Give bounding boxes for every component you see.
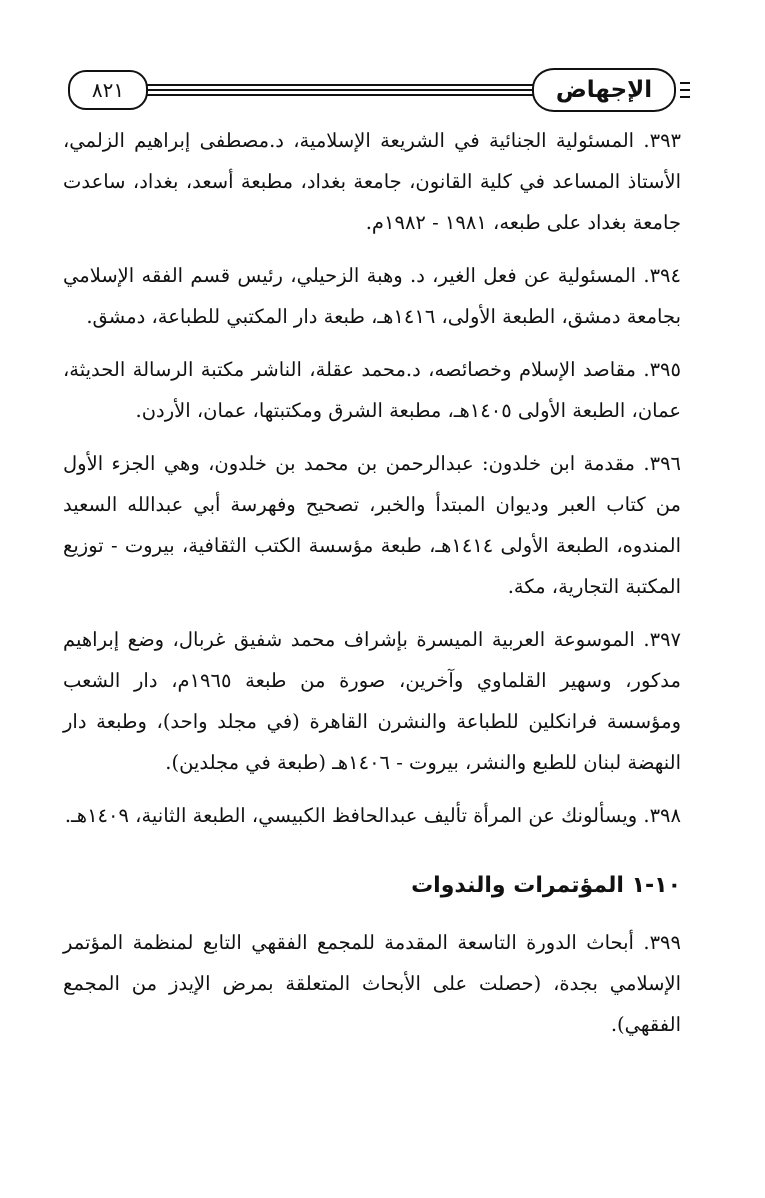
entry-number: ٣٩٣. bbox=[643, 129, 682, 152]
entry-text: الموسوعة العربية الميسرة بإشراف محمد شفيق غربال، وضع إبراهيم مدكور، وسهير القلماوي وآخرين، صورة من طبعة ١٩٦٥م، دار الشعب ومؤسسة فرانكلين للطباعة والنشرن القاهرة (في مجلد واحد)، وطبعة دار النهضة لبنان للطبع والنشر، بيروت - ١٤٠٦هـ (طبعة في مجلدين). bbox=[63, 628, 681, 774]
page-number: ٨٢١ bbox=[68, 70, 148, 110]
entry-number: ٣٩٥. bbox=[643, 358, 681, 381]
bibliography-entry bbox=[63, 120, 681, 243]
entry-text: أبحاث الدورة التاسعة المقدمة للمجمع الفقهي التابع لمنظمة المؤتمر الإسلامي بجدة، (حصلت على الأبحاث المتعلقة بمرض الإيدز من المجمع الفقهي). bbox=[63, 931, 681, 1036]
running-title: الإجهاض bbox=[532, 68, 676, 112]
bibliography-entry bbox=[63, 443, 681, 607]
bibliography-entry bbox=[63, 619, 681, 783]
entry-number: ٣٩٧. bbox=[643, 628, 682, 651]
entry-number: ٣٩٩. bbox=[643, 931, 681, 954]
entry-text: ويسألونك عن المرأة تأليف عبدالحافظ الكبيسي، الطبعة الثانية، ١٤٠٩هـ. bbox=[64, 804, 638, 827]
section-heading: ١٠-١ المؤتمرات والندوات bbox=[411, 873, 681, 898]
entry-text: المسئولية الجنائية في الشريعة الإسلامية، د.مصطفى إبراهيم الزلمي، الأستاذ المساعد في كلية القانون، جامعة بغداد، مطبعة أسعد، بغداد، ساعدت جامعة بغداد على طبعه، ١٩٨١ - ١٩٨٢م. bbox=[63, 129, 681, 234]
entry-text: المسئولية عن فعل الغير، د. وهبة الزحيلي، رئيس قسم الفقه الإسلامي بجامعة دمشق، الطبعة الأولى، ١٤١٦هـ، طبعة دار المكتبي للطباعة، دمشق. bbox=[63, 264, 681, 328]
header-rule bbox=[142, 89, 540, 91]
page-header bbox=[62, 62, 690, 116]
header-tick bbox=[680, 82, 690, 84]
header-tick bbox=[680, 96, 690, 98]
entry-text: مقدمة ابن خلدون: عبدالرحمن بن محمد بن خلدون، وهي الجزء الأول من كتاب العبر وديوان المبتدأ والخبر، تصحيح وفهرسة أبي عبدالله السعيد المندوه، الطبعة الأولى ١٤١٤هـ، طبعة مؤسسة الكتب الثقافية، بيروت - توزيع المكتبة التجارية، مكة. bbox=[63, 452, 681, 598]
bibliography-entry bbox=[63, 922, 681, 1045]
entry-number: ٣٩٤. bbox=[643, 264, 681, 287]
bibliography-list bbox=[63, 120, 681, 1057]
bibliography-entry bbox=[63, 349, 681, 431]
bibliography-entry bbox=[63, 255, 681, 337]
entry-number: ٣٩٦. bbox=[643, 452, 682, 475]
bibliography-entry bbox=[63, 795, 681, 836]
entry-number: ٣٩٨. bbox=[643, 804, 681, 827]
header-rule bbox=[142, 84, 540, 86]
header-tick bbox=[680, 89, 690, 91]
entry-text: مقاصد الإسلام وخصائصه، د.محمد عقلة، الناشر مكتبة الرسالة الحديثة، عمان، الطبعة الأولى ١٤٠٥هـ، مطبعة الشرق ومكتبتها، عمان، الأردن. bbox=[63, 358, 681, 422]
header-rule bbox=[142, 94, 540, 96]
